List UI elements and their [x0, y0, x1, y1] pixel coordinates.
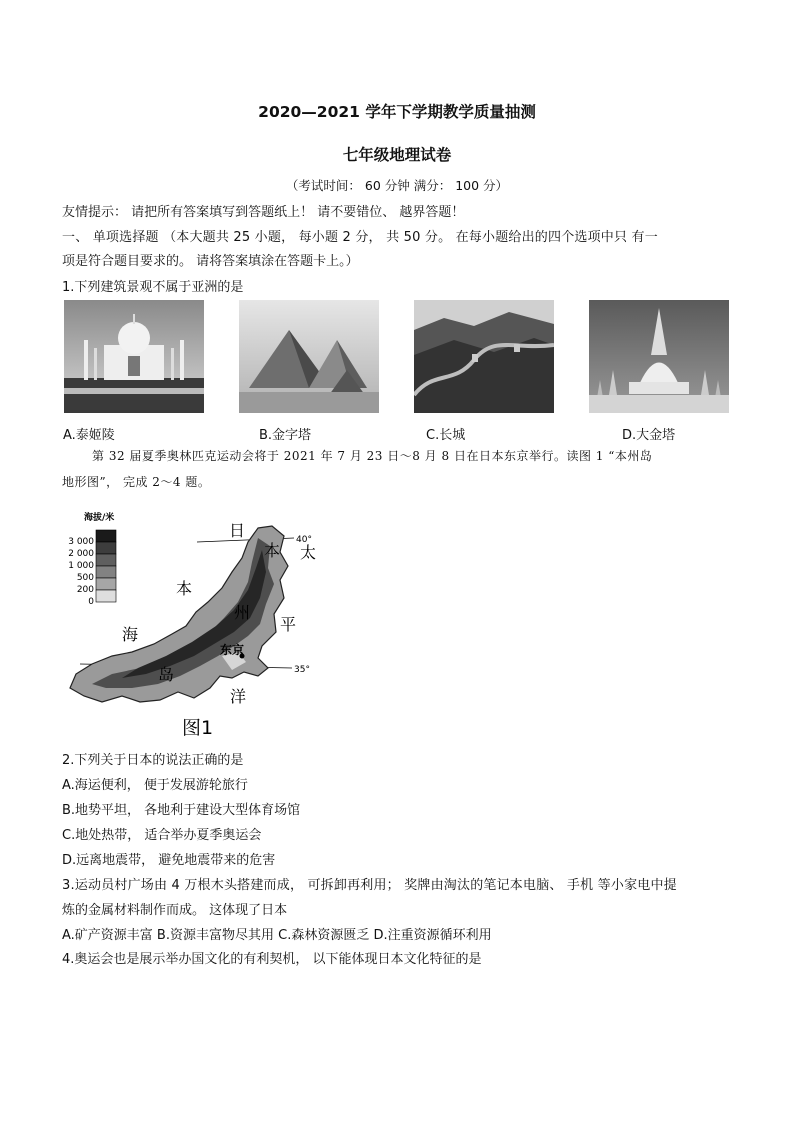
legend-title: 海拔/米 [84, 513, 115, 523]
label-ping: 平 [280, 615, 297, 634]
latitude-40-label: 40° [296, 535, 312, 545]
label-ri: 日 [229, 521, 246, 540]
q1-option-d: D.大金塔 [622, 428, 676, 443]
q2-stem: 2.下列关于日本的说法正确的是 [62, 753, 244, 768]
q1-stem: 1.下列建筑景观不属于亚洲的是 [62, 280, 244, 295]
q1-option-b: B.金字塔 [259, 428, 312, 443]
notice: 友情提示： 请把所有答案填写到答题纸上！ 请不要错位、 越界答题！ [62, 205, 465, 220]
label-tai: 太 [300, 543, 317, 562]
q3-stem-line1: 3.运动员村广场由 4 万根木头搭建而成， 可拆卸再利用； 奖牌由淘汰的笔记本电脑、 手机 等小家电中提 [62, 878, 677, 893]
q2-option-a: A.海运便利， 便于发展游轮旅行 [62, 778, 248, 793]
q2-option-c: C.地处热带， 适合举办夏季奥运会 [62, 828, 262, 843]
q2-option-d: D.远离地震带， 避免地震带来的危害 [62, 853, 276, 868]
svg-text:500: 500 [76, 573, 94, 583]
exam-title: 2020—2021 学年下学期教学质量抽测 [258, 103, 536, 121]
golden-pagoda-photo [589, 300, 729, 413]
q2-option-b: B.地势平坦， 各地利于建设大型体育场馆 [62, 803, 301, 818]
q4-stem: 4.奥运会也是展示举办国文化的有利契机， 以下能体现日本文化特征的是 [62, 952, 482, 967]
q3-stem-line2: 炼的金属材料制作而成。 这体现了日本 [62, 903, 288, 918]
passage-line2: 地形图”， 完成 2～4 题。 [62, 475, 211, 489]
exam-subtitle: 七年级地理试卷 [342, 146, 452, 164]
label-ben-island: 本 [264, 541, 281, 560]
label-hai: 海 [122, 625, 139, 644]
taj-mahal-photo [64, 300, 204, 413]
label-ben-sea: 本 [176, 579, 193, 598]
elevation-legend [68, 530, 116, 607]
figure-caption: 图1 [182, 717, 214, 738]
latitude-35-label: 35° [294, 665, 310, 675]
svg-text:1 000: 1 000 [68, 561, 94, 571]
svg-text:0: 0 [88, 597, 94, 607]
q3-options: A.矿产资源丰富 B.资源丰富物尽其用 C.森林资源匮乏 D.注重资源循环利用 [62, 928, 492, 943]
label-yang: 洋 [230, 687, 247, 706]
svg-text:2 000: 2 000 [68, 549, 94, 559]
label-dao: 岛 [158, 665, 175, 684]
great-wall-photo [414, 300, 554, 413]
section-heading-line1: 一、 单项选择题 （本大题共 25 小题， 每小题 2 分， 共 50 分。 在每小题给出的四个选项中只 有一 [62, 230, 658, 245]
passage-line1: 第 32 届夏季奥林匹克运动会将于 2021 年 7 月 23 日～8 月 8 日在日本东京举行。读图 1 “本州岛 [92, 449, 653, 463]
section-heading-line2: 项是符合题目要求的。 请将答案填涂在答题卡上。） [62, 254, 359, 269]
q1-option-a: A.泰姬陵 [63, 428, 115, 443]
q1-option-c: C.长城 [426, 428, 466, 443]
svg-text:3 000: 3 000 [68, 537, 94, 547]
honshu-terrain-map [62, 506, 332, 738]
label-tokyo: 东京 [220, 643, 245, 657]
svg-text:200: 200 [76, 585, 94, 595]
pyramids-photo [239, 300, 379, 413]
label-zhou: 州 [234, 603, 251, 622]
exam-info: （考试时间： 60 分钟 满分： 100 分） [285, 178, 509, 193]
reading-passage [62, 443, 734, 495]
